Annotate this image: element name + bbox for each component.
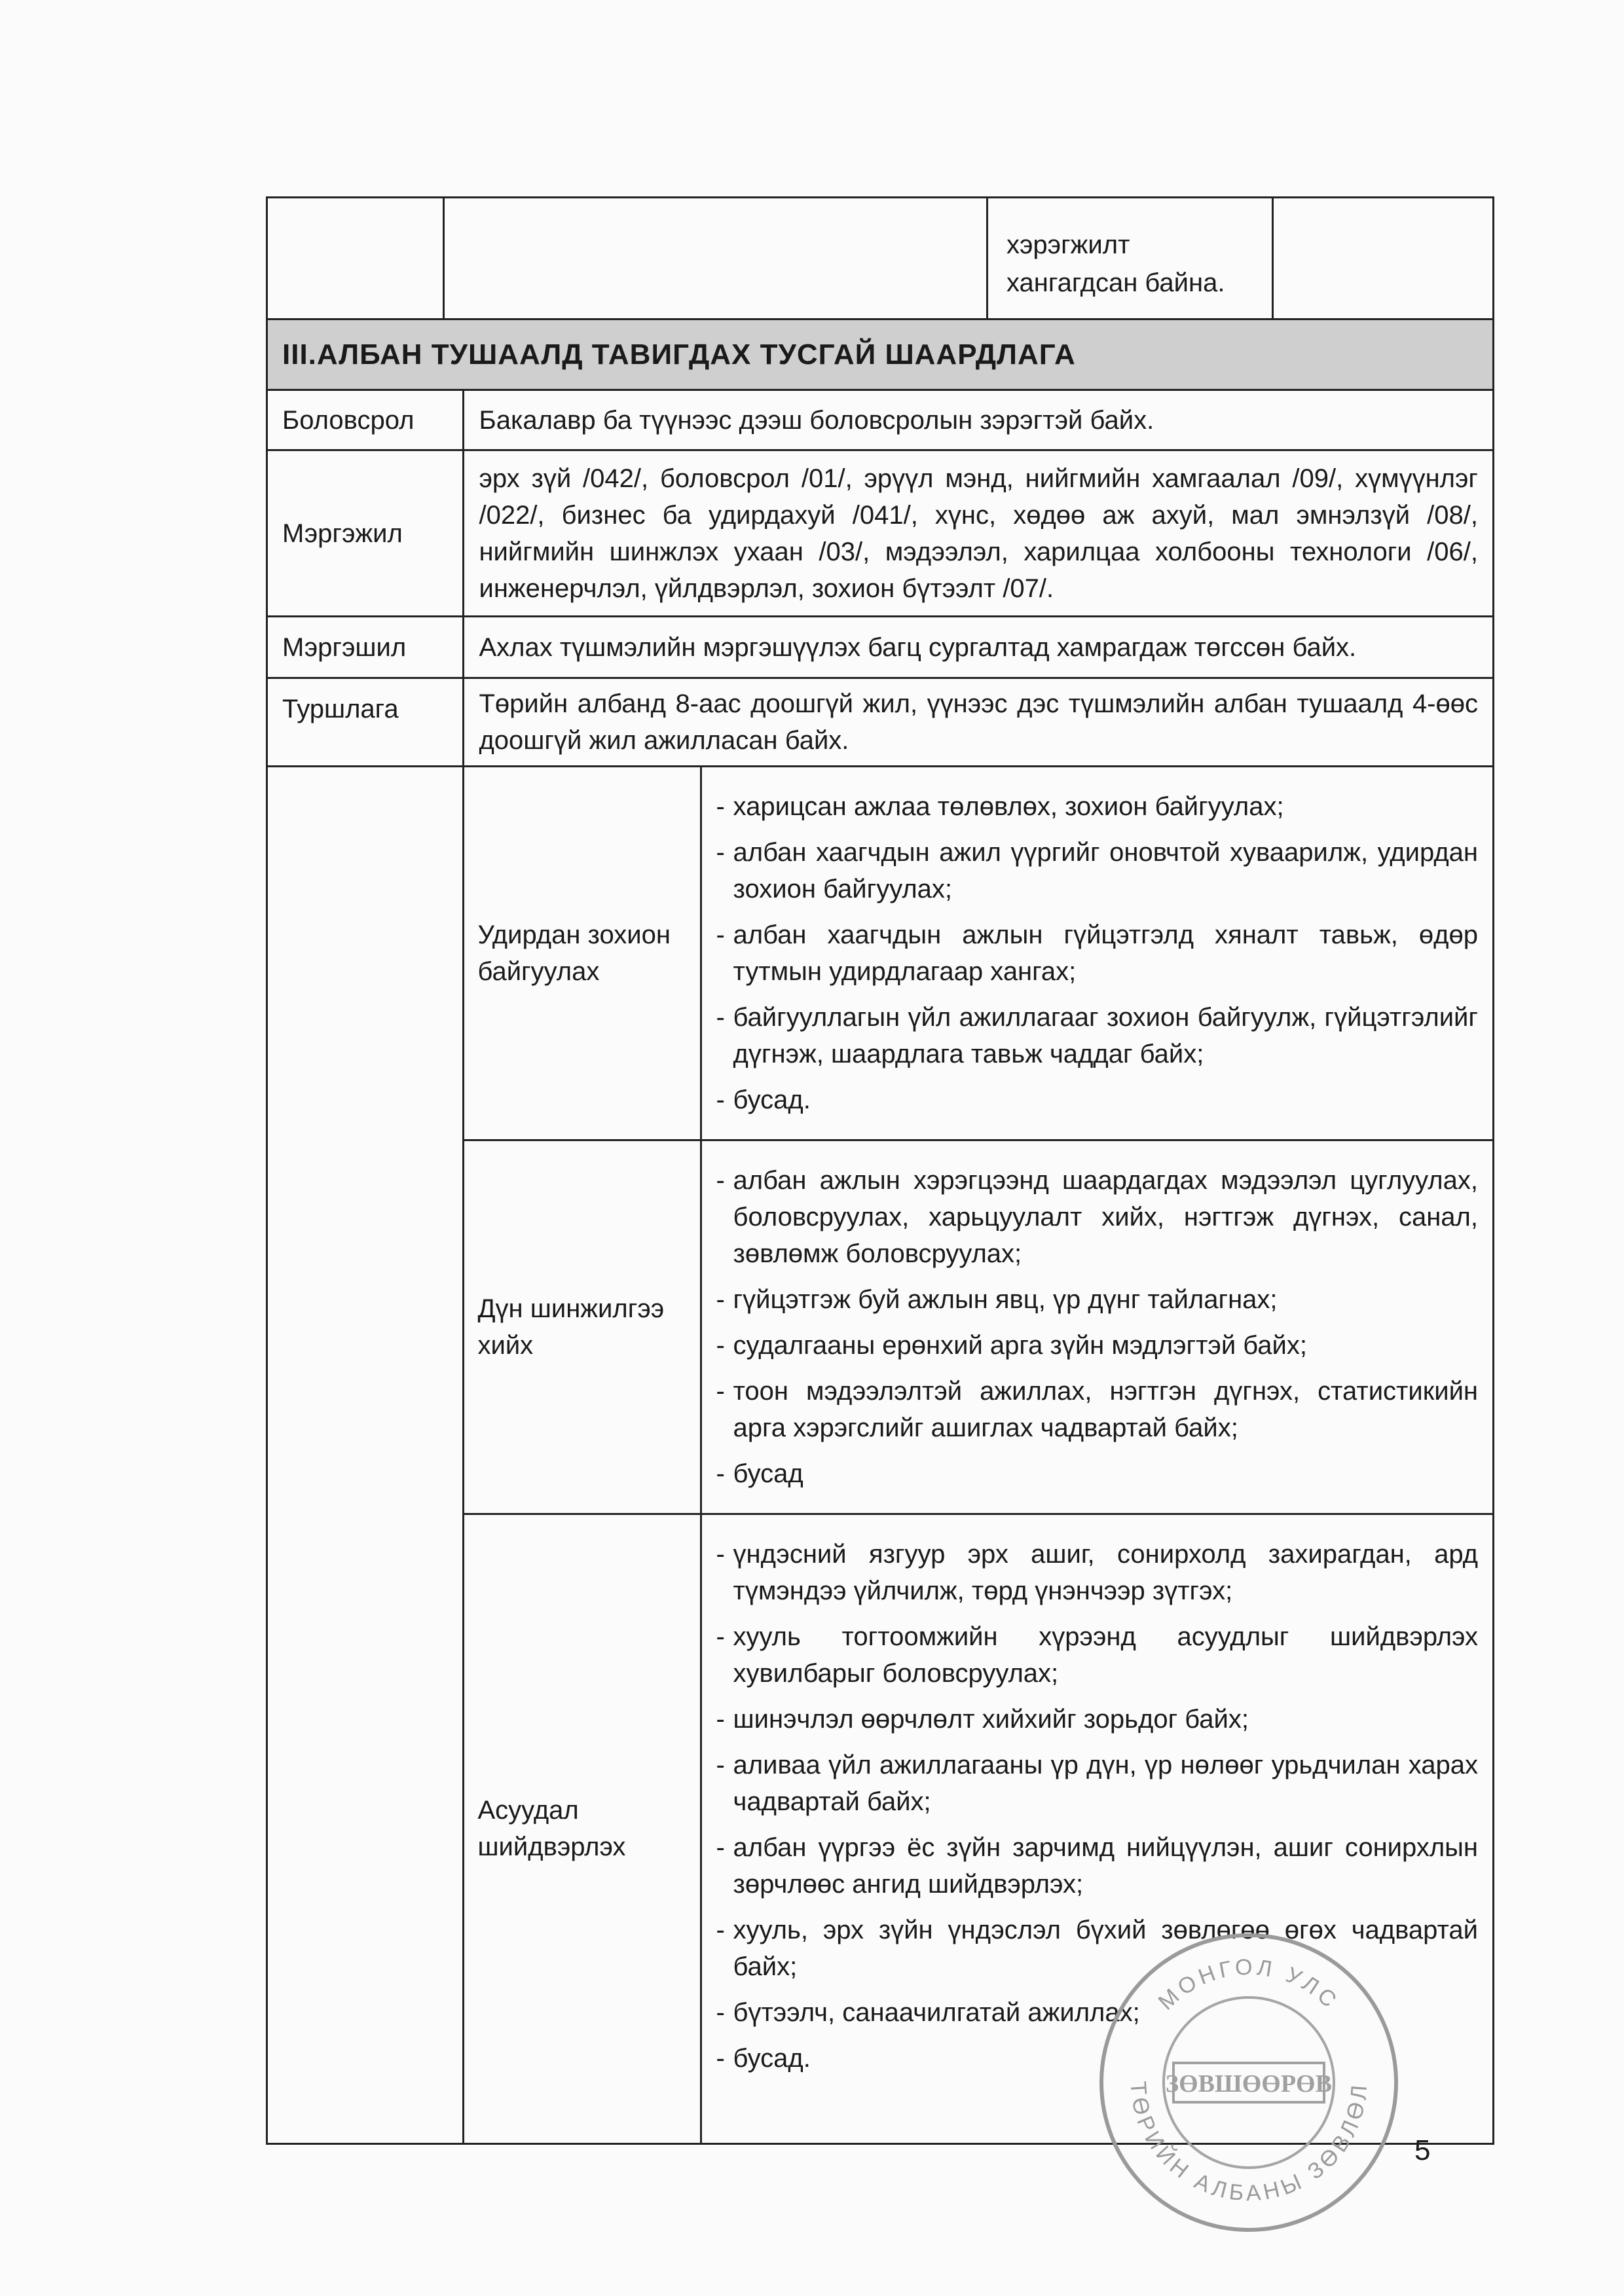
list-item: - бусад. [716, 1082, 1478, 1118]
bullet-dash: - [716, 2044, 725, 2073]
requirements-table [266, 318, 1494, 2145]
list-item: - албан хаагчдын ажил үүргийг оновчтой хуваарилж, удирдан зохион байгуулах; [716, 834, 1478, 907]
bullet-dash: - [716, 920, 725, 949]
bullet-dash: - [716, 1331, 725, 1360]
row-label: Боловсрол [267, 390, 464, 450]
list-item: - гүйцэтгэж буй ажлын явц, үр дүнг тайлагнах; [716, 1281, 1478, 1318]
bullet-dash: - [716, 1459, 725, 1488]
official-stamp [1095, 1929, 1403, 2236]
list-item: - аливаа үйл ажиллагааны үр дүн, үр нөлөөг урьдчилан харах чадвартай байх; [716, 1747, 1478, 1820]
bullet-dash: - [716, 1540, 725, 1569]
row-label: Мэргэжил [267, 450, 464, 617]
row-value: Ахлах түшмэлийн мэргэшүүлэх багц сургалтад хамрагдаж төгссөн байх. [464, 617, 1494, 678]
bullet-dash: - [716, 792, 725, 821]
fragment-col-4 [1274, 198, 1496, 318]
row-value: эрх зүй /042/, боловсрол /01/, эрүүл мэнд, нийгмийн хамгаалал /09/, хүмүүнлэг /022/, бизнес ба удирдахуй /041/, хүнс, хөдөө аж ахуй, мал эмнэлзүй /08/, нийгмийн шинжлэх ухаан /03/, мэдээлэл, харилцаа холбооны технологи /06/, инженерчлэл, үйлдвэрлэл, зохион бүтээлт /07/. [464, 450, 1494, 617]
fragment-cell-text: хэрэгжилт хангагдсан байна. [988, 198, 1274, 318]
competency-name: Асуудал шийдвэрлэх [464, 1514, 701, 2143]
bullet-dash: - [716, 1916, 725, 1944]
row-experience [267, 678, 1494, 767]
bullet-dash: - [716, 838, 725, 867]
bullet-dash: - [716, 1622, 725, 1651]
list-item: - албан хаагчдын ажлын гүйцэтгэлд хяналт тавьж, өдөр тутмын удирдлагаар хангах; [716, 917, 1478, 990]
list-item: - бусад. [716, 2040, 1478, 2077]
section-header-row [267, 319, 1494, 390]
list-item: - үндэсний язгуур эрх ашиг, сонирхолд захирагдан, ард түмэндээ үйлчилж, төрд үнэнчээр зүтгэх; [716, 1536, 1478, 1609]
stamp-center-text: ЗӨВШӨӨРӨВ [1166, 2070, 1332, 2098]
list-item: - судалгааны ерөнхий арга зүйн мэдлэгтэй байх; [716, 1327, 1478, 1364]
list-item: - шинэчлэл өөрчлөлт хийхийг зорьдог байх; [716, 1701, 1478, 1738]
row-label: Туршлага [267, 678, 464, 767]
section-title: III.АЛБАН ТУШААЛД ТАВИГДАХ ТУСГАЙ ШААРДЛАГА [267, 319, 1494, 390]
bullet-dash: - [716, 1085, 725, 1114]
stamp-bottom-text: ТӨРИЙН АЛБАНЫ ЗӨВЛӨЛ [1125, 2080, 1373, 2206]
row-qualification [267, 617, 1494, 678]
list-item: - хууль, эрх зүйн үндэслэл бүхий зөвлөгөө өгөх чадвартай байх; [716, 1912, 1478, 1985]
row-label: Мэргэшил [267, 617, 464, 678]
bullet-dash: - [716, 1705, 725, 1734]
bullet-dash: - [716, 1377, 725, 1406]
competency-name: Удирдан зохион байгуулах [464, 767, 701, 1140]
previous-table-fragment [266, 196, 1494, 318]
row-value: Бакалавр ба түүнээс дээш боловсролын зэрэгтэй байх. [464, 390, 1494, 450]
bullet-dash: - [716, 1285, 725, 1314]
competency-label-empty [267, 767, 464, 2144]
row-value: Төрийн албанд 8-аас доошгүй жил, үүнээс дэс түшмэлийн албан тушаалд 4-өөс доошгүй жил ажилласан байх. [464, 678, 1494, 767]
row-education [267, 390, 1494, 450]
bullet-dash: - [716, 1833, 725, 1862]
fragment-col-1 [268, 198, 445, 318]
competency-name: Дүн шинжилгээ хийх [464, 1140, 701, 1514]
row-profession [267, 450, 1494, 617]
list-item: - хууль тогтоомжийн хүрээнд асуудлыг шийдвэрлэх хувилбарыг боловсруулах; [716, 1618, 1478, 1692]
list-item: - байгууллагын үйл ажиллагааг зохион байгуулж, гүйцэтгэлийг дүгнэж, шаардлага тавьж чаддаг байх; [716, 999, 1478, 1072]
stamp-top-text: МОНГОЛ УЛС [1153, 1954, 1344, 2015]
list-item: - бусад [716, 1455, 1478, 1492]
competency-items [701, 1140, 1492, 1514]
fragment-col-2 [445, 198, 988, 318]
list-item: - тоон мэдээлэлтэй ажиллах, нэгтгэн дүгнэх, статистикийн арга хэрэгслийг ашиглах чадвартай байх; [716, 1373, 1478, 1446]
list-item: - харицсан ажлаа төлөвлөх, зохион байгуулах; [716, 788, 1478, 825]
page-number: 5 [1414, 2134, 1431, 2166]
competency-row [464, 767, 1492, 1140]
competency-items [701, 767, 1492, 1140]
bullet-dash: - [716, 1998, 725, 2027]
list-item: - албан үүргээ ёс зүйн зарчимд нийцүүлэн, ашиг сонирхлын зөрчлөөс ангид шийдвэрлэх; [716, 1829, 1478, 1903]
bullet-dash: - [716, 1751, 725, 1779]
competency-row [464, 1140, 1492, 1514]
list-item: - албан ажлын хэрэгцээнд шаардагдах мэдээлэл цуглуулах, боловсруулах, харьцуулалт хийх, нэгтгэж дүгнэх, санал, зөвлөмж боловсруулах; [716, 1162, 1478, 1272]
list-item: - бүтээлч, санаачилгатай ажиллах; [716, 1994, 1478, 2031]
bullet-dash: - [716, 1003, 725, 1032]
bullet-dash: - [716, 1166, 725, 1195]
